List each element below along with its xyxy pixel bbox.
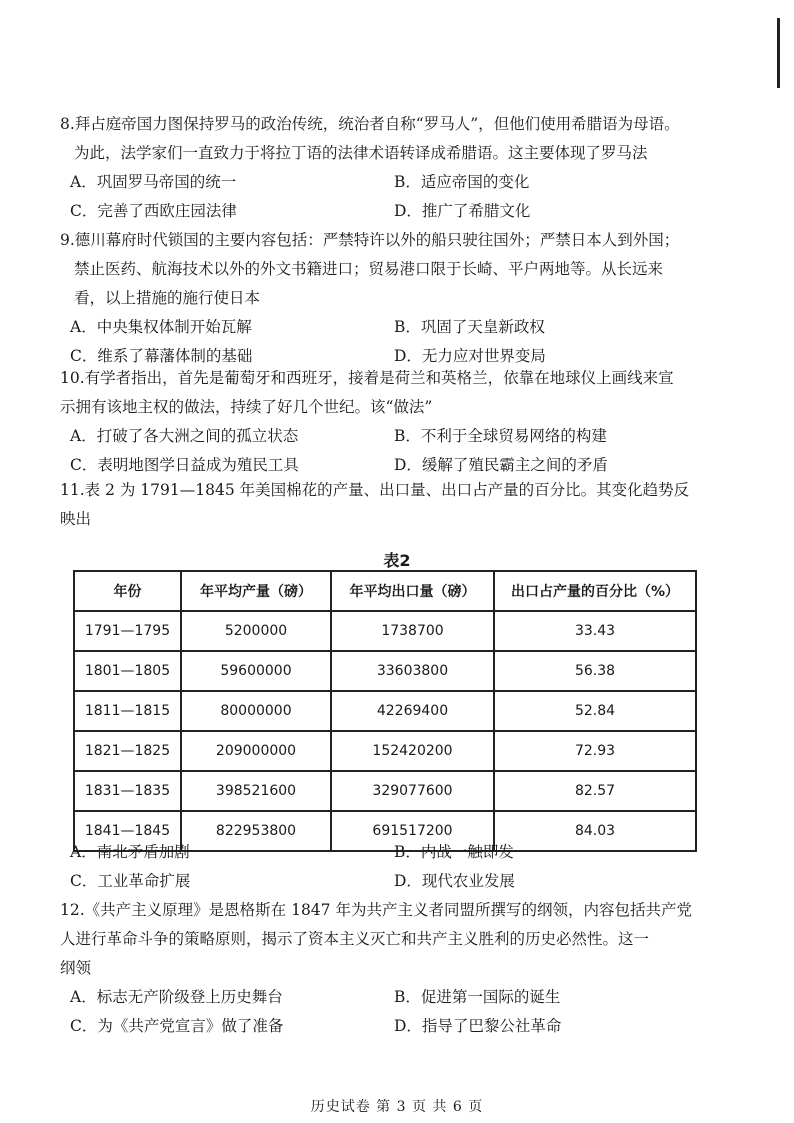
table-cell: 329077600 (331, 771, 494, 811)
question-11-option-d: D．现代农业发展 (394, 872, 515, 890)
table-cell: 82.57 (494, 771, 696, 811)
question-12-option-a: A．标志无产阶级登上历史舞台 (70, 988, 283, 1006)
question-10-stem-line-1: 10.有学者指出，首先是葡萄牙和西班牙，接着是荷兰和英格兰，依靠在地球仪上画线来宣 (60, 369, 674, 387)
table-row (74, 771, 696, 811)
table-cell: 209000000 (181, 731, 331, 771)
table-cell: 59600000 (181, 651, 331, 691)
question-11-option-a: A．南北矛盾加剧 (70, 843, 190, 861)
question-12-stem-line-3: 纲领 (60, 959, 92, 977)
table-cell: 5200000 (181, 611, 331, 651)
table-cell: 1811—1815 (74, 691, 181, 731)
question-9 (60, 226, 710, 371)
question-8-stem-line-1: 8.拜占庭帝国力图保持罗马的政治传统，统治者自称“罗马人”，但他们使用希腊语为母语。 (60, 115, 680, 133)
question-9-stem-line-1: 9.德川幕府时代锁国的主要内容包括：严禁特许以外的船只驶往国外；严禁日本人到外国； (60, 231, 680, 249)
table-cell: 152420200 (331, 731, 494, 771)
table-cell: 52.84 (494, 691, 696, 731)
question-9-option-a: A．中央集权体制开始瓦解 (70, 318, 252, 336)
table-cell: 80000000 (181, 691, 331, 731)
question-10-stem-line-2: 示拥有该地主权的做法，持续了好几个世纪。该“做法” (60, 398, 433, 416)
question-9-option-b: B．巩固了天皇新政权 (394, 318, 545, 336)
table-cell: 1738700 (331, 611, 494, 651)
table-header-year: 年份 (74, 571, 181, 611)
question-11-option-b: B．内战一触即发 (394, 843, 514, 861)
question-8-option-a: A．巩固罗马帝国的统一 (70, 173, 237, 191)
question-12-option-b: B．促进第一国际的诞生 (394, 988, 561, 1006)
table-cell: 822953800 (181, 811, 331, 851)
table-cell: 1831—1835 (74, 771, 181, 811)
scan-edge-line (777, 18, 780, 88)
question-11-option-c: C．工业革命扩展 (70, 872, 191, 890)
table-cell: 84.03 (494, 811, 696, 851)
page-footer: 历史试卷 第 3 页 共 6 页 (310, 1099, 484, 1115)
question-12-option-c: C．为《共产党宣言》做了准备 (70, 1017, 284, 1035)
question-8-stem-line-2: 为此，法学家们一直致力于将拉丁语的法律术语转译成希腊语。这主要体现了罗马法 (74, 144, 648, 162)
question-11-stem-line-1: 11.表 2 为 1791—1845 年美国棉花的产量、出口量、出口占产量的百分比。其变化趋势反 (60, 481, 690, 499)
question-9-stem-line-3: 看，以上措施的施行使日本 (74, 289, 261, 307)
table-header-row (74, 571, 696, 611)
table-row (74, 731, 696, 771)
question-11-stem-line-2: 映出 (60, 510, 92, 528)
table-cell: 1791—1795 (74, 611, 181, 651)
table-row (74, 691, 696, 731)
question-8-option-c: C．完善了西欧庄园法律 (70, 202, 237, 220)
question-8-option-b: B．适应帝国的变化 (394, 173, 530, 191)
question-9-option-d: D．无力应对世界变局 (394, 347, 546, 365)
question-11-options (60, 838, 710, 896)
question-10 (60, 364, 710, 480)
table-cell: 1821—1825 (74, 731, 181, 771)
question-12-option-d: D．指导了巴黎公社革命 (394, 1017, 562, 1035)
table-row (74, 651, 696, 691)
cotton-data-table (73, 570, 697, 852)
question-10-option-d: D．缓解了殖民霸主之间的矛盾 (394, 456, 608, 474)
question-8-option-d: D．推广了希腊文化 (394, 202, 531, 220)
question-12 (60, 896, 710, 1041)
table-cell: 33603800 (331, 651, 494, 691)
question-12-stem-line-2: 人进行革命斗争的策略原则，揭示了资本主义灭亡和共产主义胜利的历史必然性。这一 (60, 930, 650, 948)
question-9-stem-line-2: 禁止医药、航海技术以外的外文书籍进口；贸易港口限于长崎、平户两地等。从长远来 (74, 260, 664, 278)
table-header-production: 年平均产量（磅） (181, 571, 331, 611)
table-cell: 691517200 (331, 811, 494, 851)
question-10-option-a: A．打破了各大洲之间的孤立状态 (70, 427, 299, 445)
table-cell: 1801—1805 (74, 651, 181, 691)
question-10-option-b: B．不利于全球贸易网络的构建 (394, 427, 607, 445)
table-cell: 42269400 (331, 691, 494, 731)
table-header-export: 年平均出口量（磅） (331, 571, 494, 611)
table-cell: 1841—1845 (74, 811, 181, 851)
question-8 (60, 110, 710, 226)
table-row (74, 611, 696, 651)
table-cell: 398521600 (181, 771, 331, 811)
table-cell: 33.43 (494, 611, 696, 651)
question-9-option-c: C．维系了幕藩体制的基础 (70, 347, 253, 365)
table-header-percentage: 出口占产量的百分比（%） (494, 571, 696, 611)
table-title: 表2 (383, 551, 411, 570)
question-11 (60, 476, 710, 534)
question-10-option-c: C．表明地图学日益成为殖民工具 (70, 456, 299, 474)
question-12-stem-line-1: 12.《共产主义原理》是恩格斯在 1847 年为共产主义者同盟所撰写的纲领，内容包括共产党 (60, 901, 692, 919)
table-cell: 72.93 (494, 731, 696, 771)
table-cell: 56.38 (494, 651, 696, 691)
